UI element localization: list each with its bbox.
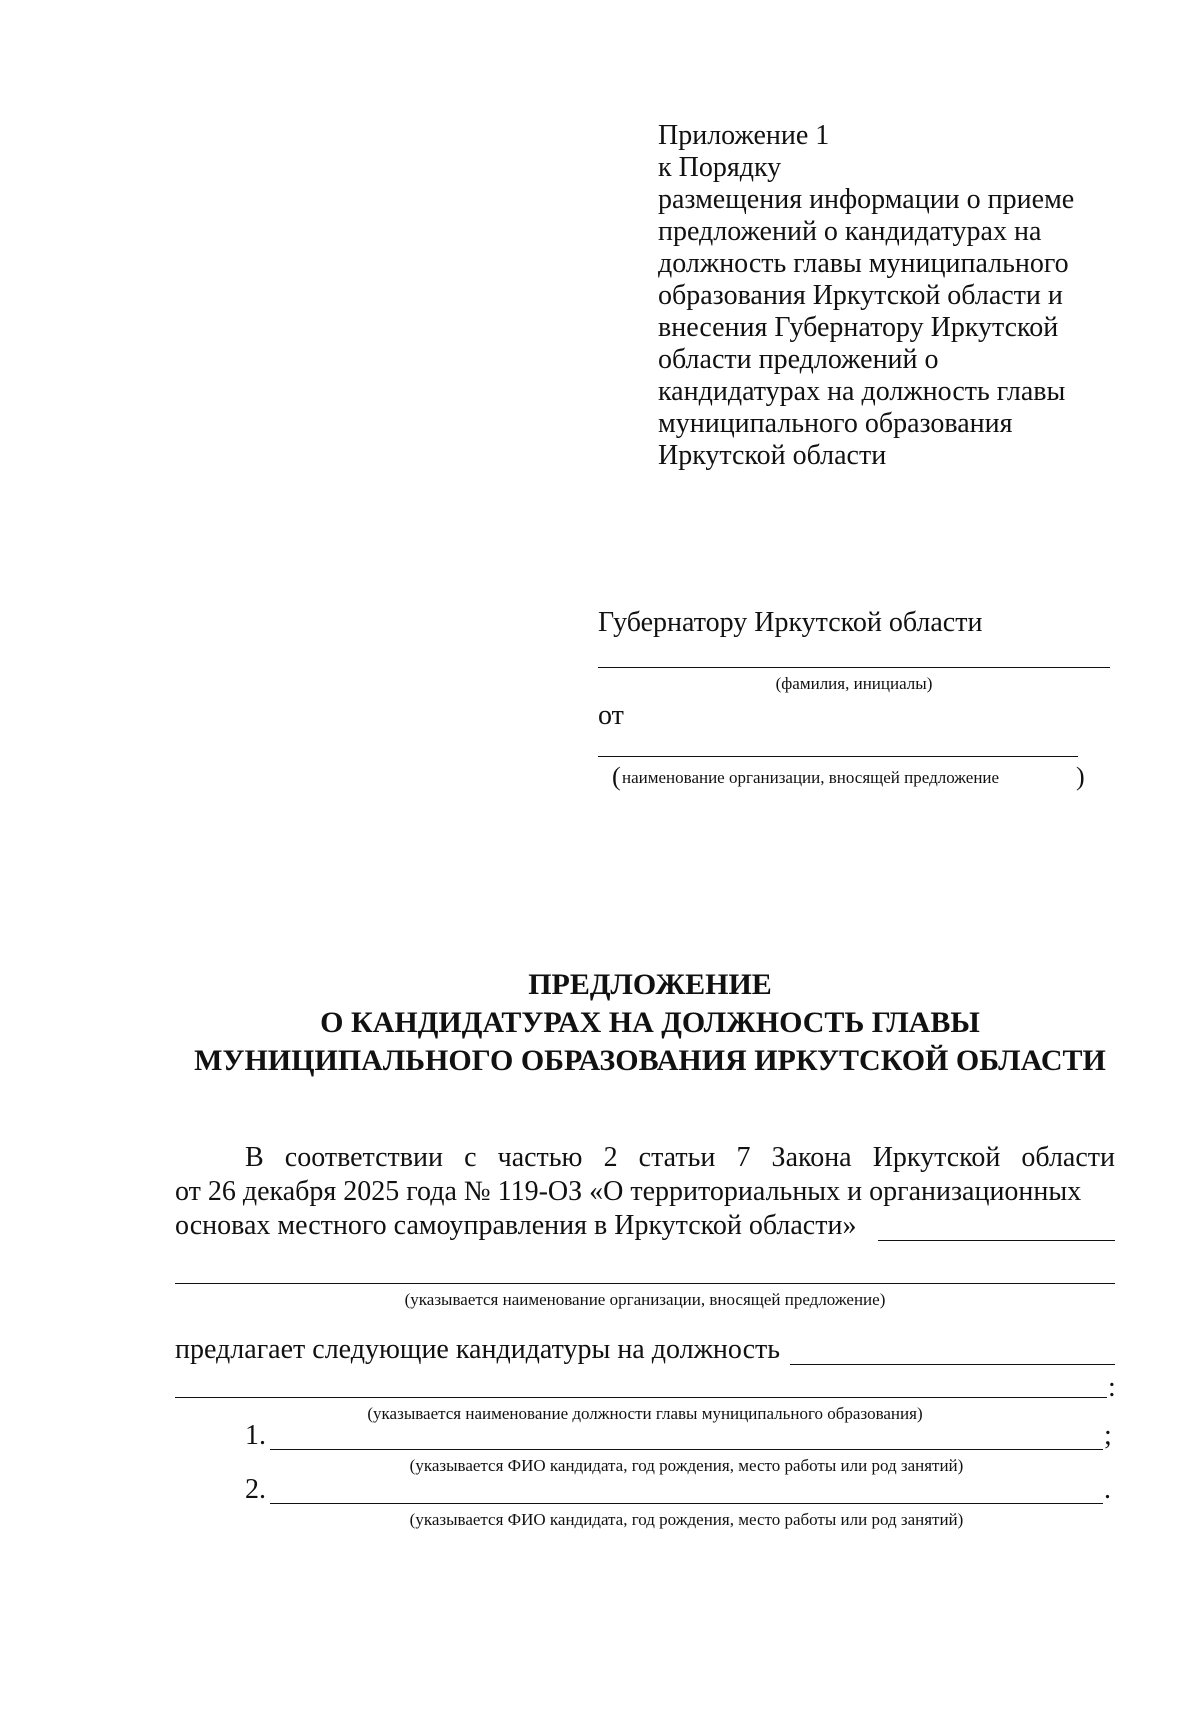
candidate-1-number: 1. (245, 1420, 266, 1451)
document-title-line-3: МУНИЦИПАЛЬНОГО ОБРАЗОВАНИЯ ИРКУТСКОЙ ОБЛАСТИ (194, 1044, 1106, 1077)
document-title-line-1: ПРЕДЛОЖЕНИЕ (528, 968, 772, 1001)
candidate-2-line (270, 1503, 1103, 1504)
open-paren: ( (612, 762, 621, 791)
appendix-line: образования Иркутской области и (658, 280, 1063, 311)
addressee-to: Губернатору Иркутской области (598, 607, 983, 638)
org-hint-body: (указывается наименование организации, вносящей предложение) (404, 1290, 886, 1309)
appendix-line: области предложений о (658, 344, 939, 375)
from-label: от (598, 700, 624, 731)
appendix-line: предложений о кандидатурах на (658, 216, 1042, 247)
appendix-line: внесения Губернатору Иркутской (658, 312, 1059, 343)
org-hint-text: наименование организации, вносящей предложение (622, 768, 1000, 787)
appendix-line: размещения информации о приеме (658, 184, 1075, 215)
appendix-line: Иркутской области (658, 440, 887, 471)
org-hint (612, 764, 1086, 792)
position-line-1 (790, 1364, 1115, 1365)
governor-name-line (598, 667, 1110, 668)
position-line-2 (175, 1397, 1107, 1398)
candidate-2-end: . (1104, 1474, 1111, 1505)
candidate-1-line (270, 1449, 1103, 1450)
position-hint: (указывается наименование должности главы муниципального образования) (367, 1404, 923, 1423)
appendix-line: должность главы муниципального (658, 248, 1069, 279)
name-hint: (фамилия, инициалы) (775, 674, 933, 693)
appendix-line: муниципального образования (658, 408, 1013, 439)
appendix-line: кандидатурах на должность главы (658, 376, 1066, 407)
appendix-line: к Порядку (658, 152, 782, 183)
org-name-line-1 (878, 1240, 1115, 1241)
candidate-1-hint: (указывается ФИО кандидата, год рождения, место работы или род занятий) (409, 1456, 964, 1475)
document-title-line-2: О КАНДИДАТУРАХ НА ДОЛЖНОСТЬ ГЛАВЫ (320, 1006, 980, 1039)
org-name-line-2 (175, 1283, 1115, 1284)
appendix-line: Приложение 1 (658, 120, 830, 151)
body-line-2: от 26 декабря 2025 года № 119-ОЗ «О территориальных и организационных (175, 1176, 1082, 1207)
body-line-1-text: В соответствии с частью 2 статьи 7 Закона Иркутской области (245, 1142, 1115, 1173)
body-line-1 (175, 1142, 1115, 1174)
candidate-2-number: 2. (245, 1474, 266, 1505)
candidate-2-hint: (указывается ФИО кандидата, год рождения, место работы или род занятий) (409, 1510, 964, 1529)
proposes-text: предлагает следующие кандидатуры на должность (175, 1334, 781, 1365)
organization-line (598, 756, 1078, 757)
colon: : (1108, 1372, 1116, 1403)
candidate-1-end: ; (1104, 1420, 1112, 1451)
body-line-3: основах местного самоуправления в Иркутской области» (175, 1210, 857, 1241)
close-paren: ) (1076, 762, 1085, 791)
